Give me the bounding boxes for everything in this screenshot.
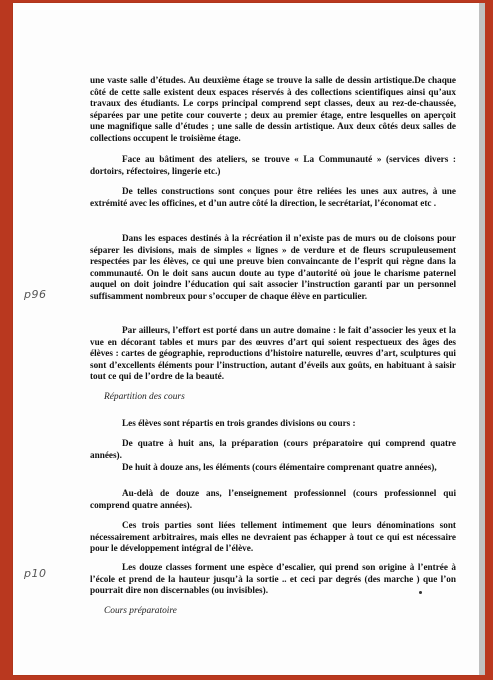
paragraph-9 (90, 488, 456, 511)
paragraph-2-text: Face au bâtiment des ateliers, se trouve « La Communauté » (services divers : dortoirs, réfectoires, lingerie etc.) (90, 154, 456, 176)
paragraph-1: une vaste salle d’études. Au deuxième étage se trouve la salle de dessin artistique.De chaque côté de cette salle existent deux espaces réservés à des collections scientifiques ainsi qu’aux travaux des étudiants. Le corps principal comprend sept classes, deux au rez-de-chaussée, séparées par une petite cour couverte ; deux au premier étage, entre lesquelles on aperçoit une magnifique salle d’études ; une salle de dessin artistique. Aux deux côtés deux salles de collections occupent le troisième étage. (90, 75, 456, 143)
paragraph-7 (90, 438, 456, 461)
paragraph-3 (90, 186, 456, 209)
heading-repartition: Répartition des cours (104, 392, 185, 402)
page-edge-shadow (479, 3, 485, 675)
paragraph-2 (90, 154, 456, 177)
paragraph-8-text: De huit à douze ans, les éléments (cours élémentaire comprenant quatre années), (122, 462, 437, 472)
paragraph-11-text: Les douze classes forment une espèce d’escalier, qui prend son origine à l’entrée à l’école et prend de la hauteur jusqu’à la sortie .. et ceci par degrés (des marche ) que l’on pourrait dire non discernables (ou invisibles). (90, 562, 456, 596)
paragraph-7-text: De quatre à huit ans, la préparation (cours préparatoire qui comprend quatre années). (90, 438, 456, 460)
paragraph-10-text: Ces trois parties sont liées tellement intimement que leurs dénominations sont nécessairement arbitraires, mais elles ne devraient pas échapper à tout ce qui est nécessaire pour le développement intégral de l’élève. (90, 520, 456, 554)
ink-speck (419, 591, 422, 594)
paragraph-10 (90, 520, 456, 555)
heading-preparatoire: Cours préparatoire (104, 606, 177, 616)
paragraph-4-text: Dans les espaces destinés à la récréation il n’existe pas de murs ou de cloisons pour séparer les divisions, mais de simples « lignes » de verdure et de fleurs scrupuleusement respectées par les élèves, ce qui une preuve bien convaincante de l’esprit qui règne dans la communauté. On le doit sans aucun doute au type d’autorité où joue le charisme paternel auquel on doit joindre l’éducation qui sait associer l’instruction garanti par un personnel suffisamment nombreux pour s’occuper de chaque élève en particulier. (90, 233, 456, 301)
margin-note-p96: p96 (24, 288, 47, 301)
margin-note-p10: p10 (24, 567, 47, 580)
paragraph-9-text: Au-delà de douze ans, l’enseignement professionnel (cours professionnel qui comprend quatre années). (90, 488, 456, 510)
paragraph-4 (90, 233, 456, 303)
paragraph-6-text: Les élèves sont répartis en trois grandes divisions ou cours : (122, 418, 356, 428)
paragraph-3-text: De telles constructions sont conçues pour être reliées les unes aux autres, à une extrémité avec les officines, et d’un autre côté la direction, le secrétariat, l’économat etc . (90, 186, 456, 208)
paragraph-6 (90, 418, 456, 430)
paragraph-5-text: Par ailleurs, l’effort est porté dans un autre domaine : le fait d’associer les yeux et la vue en décorant tables et murs par des œuvres d’art qui soient respectueux des âges des élèves : cartes de géographie, reproductions d’histoire naturelle, œuvres d’art, sculptures qui sont d’excellents éléments pour l’instruction, autant d’éveils aux goûts, en habituant à saisir tout ce qui de l’ordre de la beauté. (90, 325, 456, 382)
paragraph-11 (90, 562, 456, 597)
paragraph-8 (90, 462, 456, 474)
paragraph-5 (90, 325, 456, 383)
